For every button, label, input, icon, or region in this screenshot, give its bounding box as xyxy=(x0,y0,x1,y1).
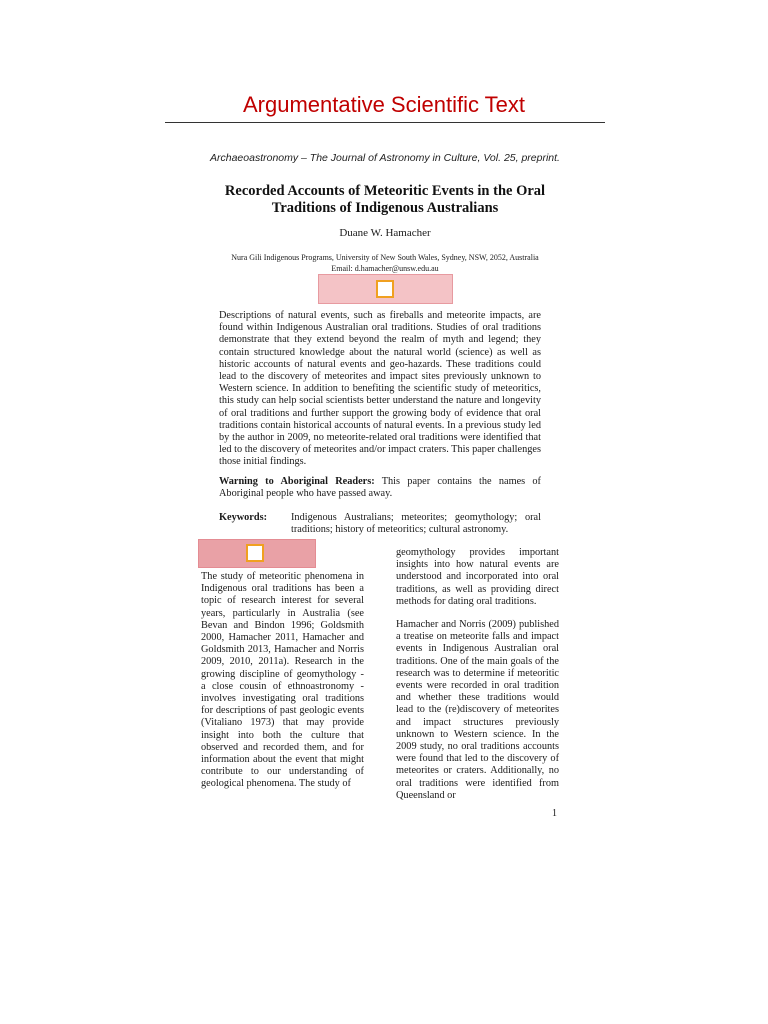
paper-title: Recorded Accounts of Meteoritic Events in the Oral Traditions of Indigenous Australians xyxy=(224,183,546,216)
header-title: Argumentative Scientific Text xyxy=(242,92,526,117)
affiliation-block xyxy=(200,252,570,274)
email: Email: d.hamacher@unsw.edu.au xyxy=(331,264,439,273)
affiliation: Nura Gili Indigenous Programs, University of New South Wales, Sydney, NSW, 2052, Australia xyxy=(231,253,539,262)
annotation-box-top[interactable] xyxy=(318,274,453,304)
abstract: Descriptions of natural events, such as fireballs and meteorite impacts, are found within Indigenous Australian oral traditions. Studies of oral traditions demonstrate that they extend beyond the realm of myth and legend; they contain structured knowledge about the natural world (science) as well as historic accounts of natural events and geo-hazards. These traditions could lead to the discovery of meteorites and impact sites previously unknown to Western science. In addition to benefiting the scientific study of meteoritics, this study can help social scientists better understand the nature and longevity of oral traditions and further support the growing body of evidence that oral traditions contain historical accounts of natural events. In a previous study led by the author in 2009, no meteorite-related oral traditions were identified that led to the discovery of meteorites and/or impact craters. This paper challenges those initial findings. xyxy=(219,310,541,468)
keywords-label: Keywords: xyxy=(219,512,268,523)
journal-line: Archaeoastronomy – The Journal of Astronomy in Culture, Vol. 25, preprint. xyxy=(210,152,560,164)
warning-notice xyxy=(219,476,541,500)
header-divider xyxy=(165,122,605,123)
page-number: 1 xyxy=(552,808,557,819)
body-column-left: The study of meteoritic phenomena in Indigenous oral traditions has been a topic of research interest for several years, particularly in Australia (see Bevan and Bindon 1996; Goldsmith 2000, Hamacher 2011, Hamacher and Goldsmith 2013, Hamacher and Norris 2009, 2010, 2011a). Research in the growing discipline of geomythology - a close cousin of ethnoastronomy - involves investigating oral traditions for descriptions of past geologic events (Vitaliano 1973) that may provide insight into both the culture that observed and recorded them, and for information about the event that might contribute to our understanding of geological phenomena. The study of xyxy=(201,571,364,790)
body-column-right-para-2: Hamacher and Norris (2009) published a treatise on meteorite falls and impact events in Indigenous Australian oral traditions. One of the main goals of the research was to determine if meteoritic events were recorded in oral tradition and whether these traditions would lead to the (re)discovery of meteorites and impact structures previously unknown to Western science. In the 2009 study, no oral traditions accounts were found that led to the discovery of meteorites or craters. Additionally, no oral traditions were identified from Queensland or xyxy=(396,619,559,801)
body-column-right-para-1: geomythology provides important insights into how natural events are understood and incorporated into oral traditions, as well as providing direct methods for dating oral traditions. xyxy=(396,547,559,607)
author-name: Duane W. Hamacher xyxy=(339,227,431,239)
keywords-text: Indigenous Australians; meteorites; geomythology; oral traditions; history of meteoritics; cultural astronomy. xyxy=(291,512,541,536)
annotation-box-left[interactable] xyxy=(198,539,316,568)
checkbox-icon[interactable] xyxy=(376,280,394,298)
warning-label: Warning to Aboriginal Readers: xyxy=(219,476,375,487)
checkbox-icon[interactable] xyxy=(246,544,264,562)
warning-text: This paper contains the names of Aboriginal people who have passed away. xyxy=(219,476,541,500)
